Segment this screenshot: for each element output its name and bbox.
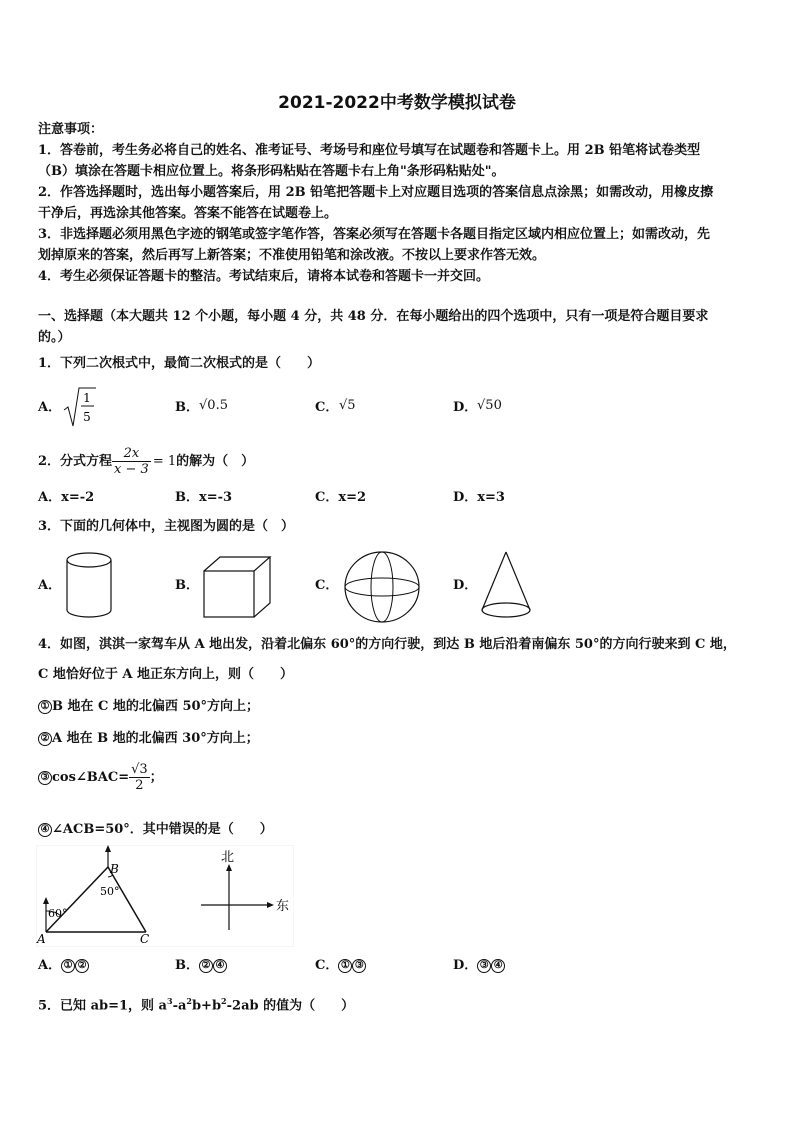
q1-d-radicand: 50 <box>485 398 502 413</box>
q5-sup2: 2 <box>186 996 192 1006</box>
q4-option-a-c1: ① <box>61 959 75 973</box>
page-title: 2021-2022中考数学模拟试卷 <box>278 93 516 113</box>
fig-point-a: A <box>37 932 46 946</box>
q4-option-b-label: B． <box>175 958 199 973</box>
q5-stem <box>38 993 354 1014</box>
q4-statement-3-prefix: cos∠BAC= <box>52 769 130 785</box>
notice-line: 划掉原来的答案，然后再写上新答案；不准使用铅笔和涂改液。不按以上要求作答无效。 <box>38 248 546 263</box>
q4-stem-line1: 4．如图，淇淇一家驾车从 A 地出发，沿着北偏东 60°的方向行驶，到达 B 地后沿着南偏东 50°的方向行驶来到 C 地， <box>38 637 736 652</box>
q4-statement-1-text: B 地在 C 地的北偏西 50°方向上； <box>52 699 260 714</box>
q1-stem: 1．下列二次根式中，最简二次根式的是（ ） <box>38 356 321 371</box>
q4-option-d <box>453 958 505 974</box>
q5-mid1: -a <box>172 998 187 1014</box>
q4-statement-3-num: ③ <box>38 771 52 785</box>
q2-num: 2x <box>112 446 151 462</box>
q3-stem: 3．下面的几何体中，主视图为圆的是（ ） <box>38 519 295 534</box>
q4-option-d-label: D． <box>453 958 478 973</box>
q4-statement-2 <box>38 731 259 747</box>
q4-statement-1 <box>38 699 259 715</box>
q1-option-b-label: B． <box>175 400 199 415</box>
q4-option-b <box>175 958 227 974</box>
q4-option-a-label: A． <box>38 958 62 973</box>
q4-s3-den: 2 <box>135 778 144 793</box>
q1-option-a-formula <box>62 384 98 430</box>
q1-b-radicand: 0.5 <box>207 398 228 413</box>
q4-statement-1-num: ① <box>38 700 52 714</box>
q4-s3-num: √3 <box>131 762 148 777</box>
section-heading: 一、选择题（本大题共 12 个小题，每小题 4 分，共 48 分．在每小题给出的四个选项中，只有一项是符合题目要求 <box>38 309 709 324</box>
q2-den: x − 3 <box>114 462 149 477</box>
q1-option-a-label: A． <box>38 400 62 415</box>
fig-angle-60: 60° <box>48 907 68 920</box>
q3-option-c-label: C． <box>315 578 339 593</box>
q4-option-a-c2: ② <box>75 959 89 973</box>
notice-line: 2．作答选择题时，选出每小题答案后，用 2B 铅笔把答题卡上对应题目选项的答案信息点涂黑；如需改动，用橡皮擦 <box>38 185 714 200</box>
q4-stem-line2: C 地恰好位于 A 地正东方向上，则（ ） <box>38 667 294 682</box>
q4-option-a <box>38 958 89 974</box>
q4-statement-3-suffix: ； <box>149 769 163 785</box>
q4-statement-2-text: A 地在 B 地的北偏西 30°方向上； <box>52 731 259 746</box>
q4-option-c-label: C． <box>315 958 339 973</box>
notice-line: 4．考生必须保证答题卡的整洁。考试结束后，请将本试卷和答题卡一并交回。 <box>38 269 490 284</box>
q5-sup1: 3 <box>166 996 173 1006</box>
q1-option-c-formula: √5 <box>339 398 356 413</box>
sphere-figure <box>342 550 422 624</box>
q2-option-c: C．x=2 <box>315 490 367 505</box>
q4-option-c <box>315 958 366 974</box>
q4-figure <box>36 845 294 947</box>
q4-statement-4 <box>38 822 273 838</box>
q2-stem-suffix: 的解为（ ） <box>176 453 255 469</box>
q1-c-radicand: 5 <box>347 398 356 413</box>
q4-statement-3 <box>38 762 163 793</box>
cone-figure <box>478 550 534 622</box>
cylinder-figure <box>64 550 114 620</box>
q1-a-den: 5 <box>83 410 91 424</box>
notice-line: （B）填涂在答题卡相应位置上。将条形码粘贴在答题卡右上角"条形码粘贴处"。 <box>38 164 505 179</box>
q4-option-c-c1: ① <box>338 959 352 973</box>
notice-line: 3．非选择题必须用黑色字迹的钢笔或签字笔作答，答案必须写在答题卡各题目指定区域内相应位置上；如需改动，先 <box>38 227 711 242</box>
q2-eq: = 1 <box>152 453 177 469</box>
q1-option-b-formula: √0.5 <box>199 398 228 413</box>
q4-option-d-c2: ④ <box>491 959 505 973</box>
q2-option-d: D．x=3 <box>453 490 505 505</box>
q4-option-b-c2: ④ <box>213 959 227 973</box>
q5-prefix: 5．已知 ab=1，则 a <box>38 998 167 1014</box>
notice-line: 1．答卷前，考生务必将自己的姓名、准考证号、考场号和座位号填写在试题卷和答题卡上。用 2B 铅笔将试卷类型 <box>38 143 701 158</box>
q2-option-b: B．x=-3 <box>175 490 233 505</box>
q4-statement-2-num: ② <box>38 732 52 746</box>
fig-east: 东 <box>276 899 290 914</box>
fig-angle-50: 50° <box>100 885 120 898</box>
notice-heading: 注意事项： <box>38 122 104 137</box>
q1-a-num: 1 <box>83 391 91 405</box>
q4-statement-3-fraction <box>129 762 150 793</box>
notice-line: 干净后，再选涂其他答案。答案不能答在试题卷上。 <box>38 206 338 221</box>
q1-option-c-label: C． <box>315 400 339 415</box>
q5-suffix: -2ab 的值为（ ） <box>226 998 355 1014</box>
q4-option-d-c1: ③ <box>477 959 491 973</box>
q3-option-b-label: B． <box>175 578 199 593</box>
q4-option-b-c1: ② <box>199 959 213 973</box>
q2-option-a: A．x=-2 <box>38 490 95 505</box>
q1-option-d-formula: √50 <box>477 398 502 413</box>
section-heading-cont: 的。） <box>38 330 71 345</box>
fig-point-c: C <box>140 932 150 946</box>
fig-north: 北 <box>221 850 235 865</box>
q4-option-c-c2: ③ <box>352 959 366 973</box>
fig-point-b: B <box>110 862 119 876</box>
q3-option-d-label: D． <box>453 578 478 593</box>
q3-option-a-label: A． <box>38 578 62 593</box>
q2-fraction <box>112 446 151 477</box>
q1-option-d-label: D． <box>453 400 478 415</box>
q4-statement-4-text: ∠ACB=50°．其中错误的是（ ） <box>52 822 273 837</box>
q2-stem <box>38 446 254 477</box>
q2-stem-prefix: 2．分式方程 <box>38 453 113 469</box>
q5-sup3: 2 <box>221 996 227 1006</box>
q5-mid2: b+b <box>191 998 222 1014</box>
q4-statement-4-num: ④ <box>38 823 52 837</box>
cube-figure <box>202 555 274 619</box>
